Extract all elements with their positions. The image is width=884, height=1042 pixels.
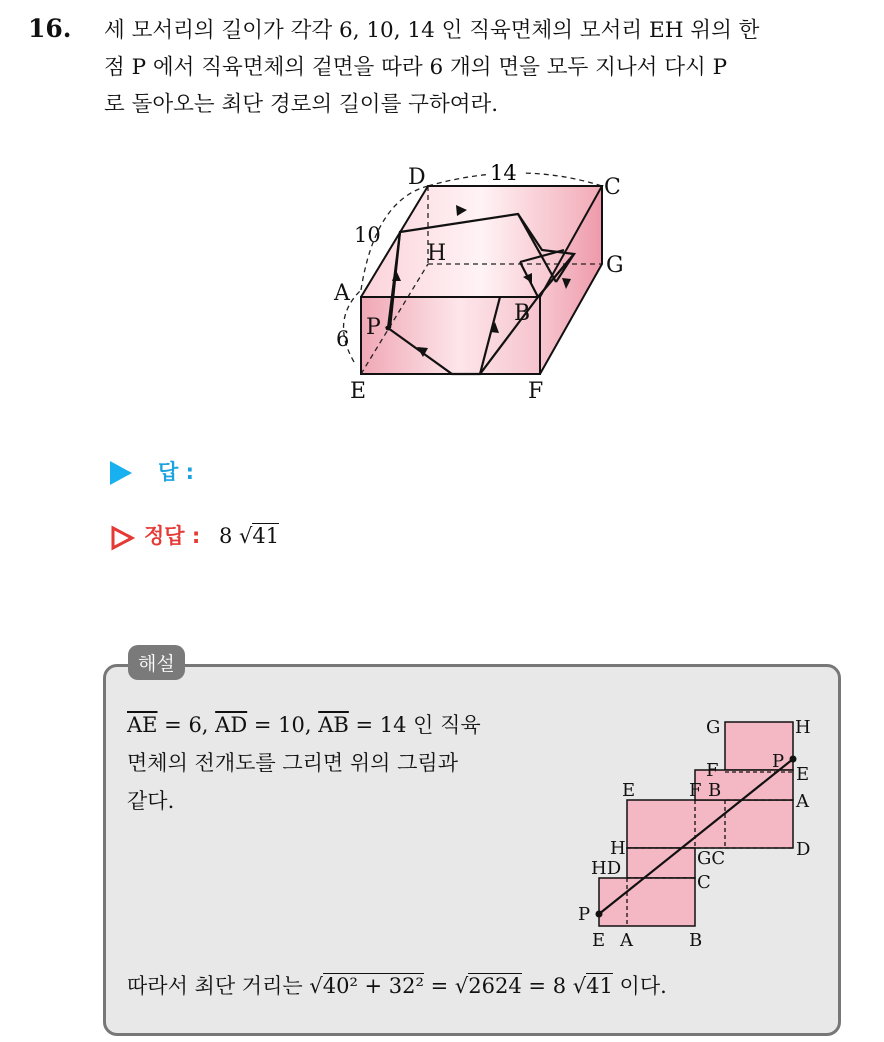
net-label-H-mid: H (610, 838, 626, 859)
net-label-H: H (795, 717, 811, 738)
net-diagram (572, 712, 822, 957)
seg-AE: $\overline{AE}$ (127, 713, 158, 737)
edge-10: 10 (354, 223, 381, 247)
net-label-F: F (689, 780, 702, 801)
net-label-HD: HD (591, 858, 622, 879)
edge-6: 6 (336, 327, 350, 351)
solution-conclusion: 따라서 최단 거리는 √40² + 32² = √2624 = 8 √41 이다. (127, 974, 667, 998)
net-label-GC: GC (697, 848, 726, 869)
question-line-2: 점 P 에서 직육면체의 겉면을 따라 6 개의 면을 모두 지나서 다시 P (104, 55, 728, 80)
eq-1: = 6, (157, 713, 216, 737)
label-E: E (350, 379, 367, 404)
conclusion-radicand-2: 2624 (468, 974, 522, 998)
correct-value: 8 √41 (218, 524, 280, 548)
edge-14-label: 14 (490, 161, 517, 185)
conclusion-eq-1: = (423, 974, 455, 998)
question-line-3: 로 돌아오는 최단 경로의 길이를 구하여라. (104, 92, 499, 117)
seg-AD: $\overline{AD}$ (215, 713, 248, 737)
seg-AB: $\overline{AB}$ (318, 713, 349, 737)
net-label-E-right: E (796, 764, 810, 785)
net-label-A-bottom: A (620, 930, 633, 951)
label-H: H (427, 241, 447, 266)
outline-triangle-icon (110, 525, 136, 551)
conclusion-radicand-3: 41 (586, 974, 613, 998)
question-line-1: 세 모서리의 길이가 각각 6, 10, 14 인 직육면체의 모서리 EH 위의 한 (104, 18, 760, 43)
label-A: A (334, 281, 350, 306)
cuboid-figure (320, 150, 640, 410)
correct-label: 정답 : (144, 524, 201, 548)
conclusion-radicand-1: 40² + 32² (322, 974, 424, 998)
play-icon (110, 461, 132, 485)
net-label-E-bottom: E (592, 930, 606, 951)
answer-row (110, 456, 194, 486)
eq-2: = 10, (247, 713, 319, 737)
net-label-P: P (578, 904, 591, 925)
label-B: B (514, 301, 531, 326)
label-F: F (528, 379, 544, 404)
solution-tag: 해설 (128, 645, 185, 680)
solution-text (127, 706, 577, 820)
net-label-E: E (622, 780, 636, 801)
net-label-B: B (708, 780, 722, 801)
net-label-D: D (796, 839, 811, 860)
label-D: D (408, 165, 426, 190)
conclusion-prefix: 따라서 최단 거리는 (127, 974, 310, 998)
solution-line-1 (127, 706, 577, 744)
correct-radicand: 41 (252, 524, 280, 548)
solution-line-2: 면체의 전개도를 그리면 위의 그림과 (127, 751, 458, 775)
answer-label: 답 : (158, 460, 194, 484)
question-text (104, 12, 864, 123)
eq-3: = 14 인 직육 (348, 713, 481, 737)
net-label-A-right: A (796, 791, 809, 812)
net-label-C: C (697, 872, 711, 893)
question-number: 16. (28, 14, 72, 43)
net-label-P-top: P (772, 751, 785, 772)
correct-answer-row (110, 520, 279, 551)
conclusion-suffix: 이다. (612, 974, 667, 998)
label-C: C (604, 175, 621, 200)
correct-coef: 8 (218, 524, 233, 548)
label-G: G (606, 253, 624, 278)
net-label-G: G (706, 717, 721, 738)
net-label-F-top: F (706, 760, 719, 781)
net-label-B-bottom: B (689, 930, 703, 951)
conclusion-eq-2: = 8 (521, 974, 573, 998)
solution-line-3: 같다. (127, 789, 175, 813)
label-P: P (366, 315, 381, 340)
